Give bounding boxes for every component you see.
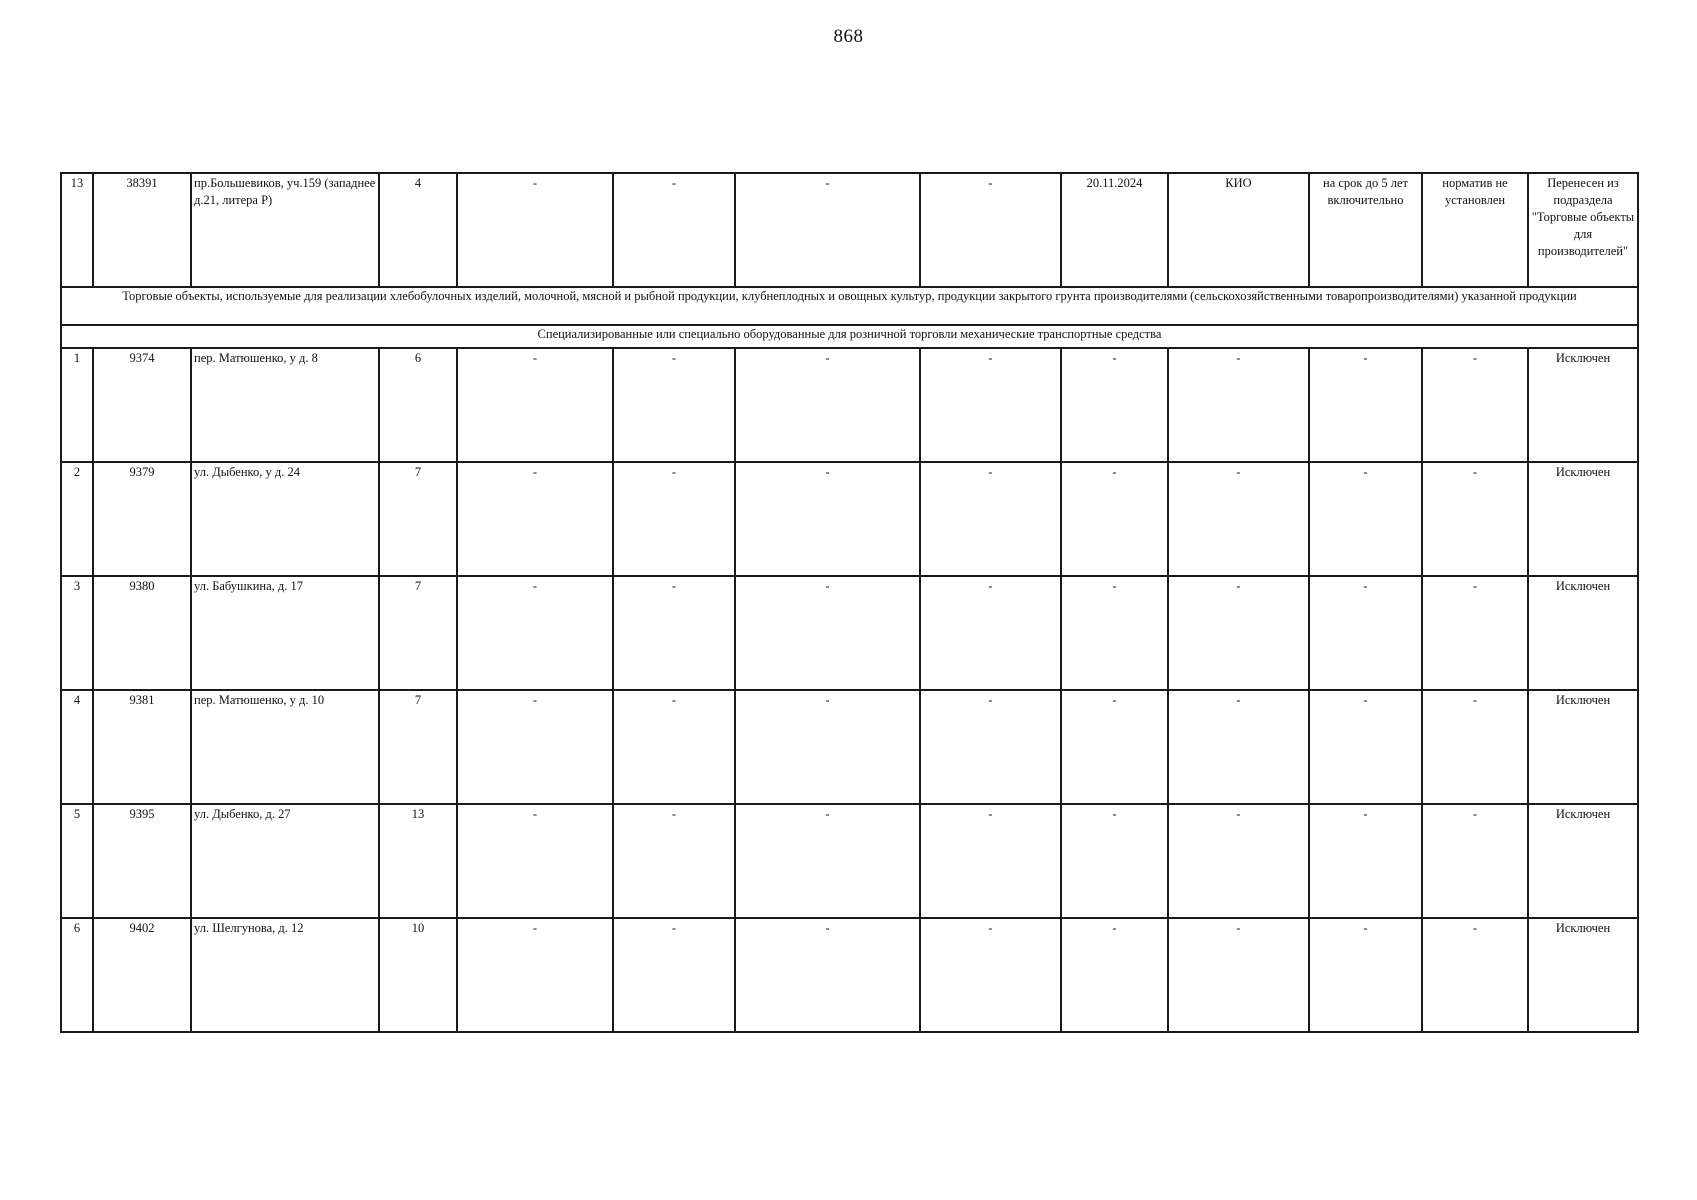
note-cell: Исключен bbox=[1528, 348, 1638, 462]
date-cell: - bbox=[1061, 576, 1168, 690]
organization-cell: - bbox=[1168, 690, 1309, 804]
area-cell: 6 bbox=[379, 348, 457, 462]
norm-cell: - bbox=[1422, 804, 1528, 918]
column-5-cell: - bbox=[457, 576, 613, 690]
object-id-cell: 38391 bbox=[93, 173, 191, 287]
date-cell: - bbox=[1061, 804, 1168, 918]
address-cell: ул. Дыбенко, у д. 24 bbox=[191, 462, 379, 576]
term-cell: - bbox=[1309, 348, 1422, 462]
row-number-cell: 5 bbox=[61, 804, 93, 918]
column-8-cell: - bbox=[920, 173, 1061, 287]
address-cell: пер. Матюшенко, у д. 8 bbox=[191, 348, 379, 462]
column-8-cell: - bbox=[920, 690, 1061, 804]
row-number-cell: 2 bbox=[61, 462, 93, 576]
column-5-cell: - bbox=[457, 690, 613, 804]
column-6-cell: - bbox=[613, 804, 735, 918]
organization-cell: КИО bbox=[1168, 173, 1309, 287]
table-row bbox=[61, 348, 1638, 462]
trade-objects-table bbox=[60, 172, 1639, 1033]
address-cell: пр.Большевиков, уч.159 (западнее д.21, литера Р) bbox=[191, 173, 379, 287]
column-8-cell: - bbox=[920, 462, 1061, 576]
term-cell: - bbox=[1309, 804, 1422, 918]
column-7-cell: - bbox=[735, 690, 920, 804]
column-7-cell: - bbox=[735, 462, 920, 576]
row-number-cell: 6 bbox=[61, 918, 93, 1032]
column-5-cell: - bbox=[457, 462, 613, 576]
section-title: Торговые объекты, используемые для реализации хлебобулочных изделий, молочной, мясной и рыбной продукции, клубнеплодных и овощных культур, продукции закрытого грунта производителями (сельскохозяйственными товаропроизводителями) указанной продукции bbox=[61, 287, 1638, 325]
column-5-cell: - bbox=[457, 918, 613, 1032]
date-cell: - bbox=[1061, 690, 1168, 804]
subsection-title: Специализированные или специально оборудованные для розничной торговли механические транспортные средства bbox=[61, 325, 1638, 348]
object-id-cell: 9395 bbox=[93, 804, 191, 918]
column-7-cell: - bbox=[735, 173, 920, 287]
row-number-cell: 13 bbox=[61, 173, 93, 287]
column-6-cell: - bbox=[613, 576, 735, 690]
area-cell: 4 bbox=[379, 173, 457, 287]
address-cell: ул. Бабушкина, д. 17 bbox=[191, 576, 379, 690]
table-row bbox=[61, 462, 1638, 576]
norm-cell: - bbox=[1422, 348, 1528, 462]
column-7-cell: - bbox=[735, 918, 920, 1032]
object-id-cell: 9379 bbox=[93, 462, 191, 576]
object-id-cell: 9402 bbox=[93, 918, 191, 1032]
norm-cell: - bbox=[1422, 918, 1528, 1032]
table-row bbox=[61, 918, 1638, 1032]
organization-cell: - bbox=[1168, 918, 1309, 1032]
table-row bbox=[61, 804, 1638, 918]
page-number: 868 bbox=[833, 26, 864, 47]
column-5-cell: - bbox=[457, 348, 613, 462]
area-cell: 13 bbox=[379, 804, 457, 918]
address-cell: ул. Шелгунова, д. 12 bbox=[191, 918, 379, 1032]
note-cell: Исключен bbox=[1528, 804, 1638, 918]
row-number-cell: 4 bbox=[61, 690, 93, 804]
term-cell: - bbox=[1309, 462, 1422, 576]
object-id-cell: 9374 bbox=[93, 348, 191, 462]
date-cell: - bbox=[1061, 462, 1168, 576]
norm-cell: - bbox=[1422, 690, 1528, 804]
column-6-cell: - bbox=[613, 173, 735, 287]
organization-cell: - bbox=[1168, 576, 1309, 690]
column-6-cell: - bbox=[613, 462, 735, 576]
address-cell: пер. Матюшенко, у д. 10 bbox=[191, 690, 379, 804]
column-7-cell: - bbox=[735, 804, 920, 918]
note-cell: Исключен bbox=[1528, 690, 1638, 804]
column-5-cell: - bbox=[457, 173, 613, 287]
address-cell: ул. Дыбенко, д. 27 bbox=[191, 804, 379, 918]
organization-cell: - bbox=[1168, 804, 1309, 918]
norm-cell: - bbox=[1422, 576, 1528, 690]
note-cell: Исключен bbox=[1528, 576, 1638, 690]
column-6-cell: - bbox=[613, 348, 735, 462]
note-cell: Исключен bbox=[1528, 918, 1638, 1032]
date-cell: - bbox=[1061, 918, 1168, 1032]
object-id-cell: 9380 bbox=[93, 576, 191, 690]
table-body bbox=[61, 173, 1638, 1032]
table-row bbox=[61, 576, 1638, 690]
column-8-cell: - bbox=[920, 804, 1061, 918]
section-title-row bbox=[61, 287, 1638, 325]
column-8-cell: - bbox=[920, 918, 1061, 1032]
subsection-title-row bbox=[61, 325, 1638, 348]
column-8-cell: - bbox=[920, 348, 1061, 462]
column-7-cell: - bbox=[735, 576, 920, 690]
note-cell: Исключен bbox=[1528, 462, 1638, 576]
column-6-cell: - bbox=[613, 918, 735, 1032]
table-row bbox=[61, 690, 1638, 804]
table-row bbox=[61, 173, 1638, 287]
row-number-cell: 1 bbox=[61, 348, 93, 462]
area-cell: 7 bbox=[379, 690, 457, 804]
note-cell: Перенесен из подраздела "Торговые объекты для производителей" bbox=[1528, 173, 1638, 287]
area-cell: 7 bbox=[379, 462, 457, 576]
norm-cell: норматив не установлен bbox=[1422, 173, 1528, 287]
term-cell: - bbox=[1309, 690, 1422, 804]
date-cell: 20.11.2024 bbox=[1061, 173, 1168, 287]
organization-cell: - bbox=[1168, 462, 1309, 576]
norm-cell: - bbox=[1422, 462, 1528, 576]
area-cell: 7 bbox=[379, 576, 457, 690]
term-cell: - bbox=[1309, 576, 1422, 690]
column-8-cell: - bbox=[920, 576, 1061, 690]
column-7-cell: - bbox=[735, 348, 920, 462]
object-id-cell: 9381 bbox=[93, 690, 191, 804]
column-6-cell: - bbox=[613, 690, 735, 804]
term-cell: на срок до 5 лет включительно bbox=[1309, 173, 1422, 287]
row-number-cell: 3 bbox=[61, 576, 93, 690]
area-cell: 10 bbox=[379, 918, 457, 1032]
term-cell: - bbox=[1309, 918, 1422, 1032]
date-cell: - bbox=[1061, 348, 1168, 462]
column-5-cell: - bbox=[457, 804, 613, 918]
organization-cell: - bbox=[1168, 348, 1309, 462]
